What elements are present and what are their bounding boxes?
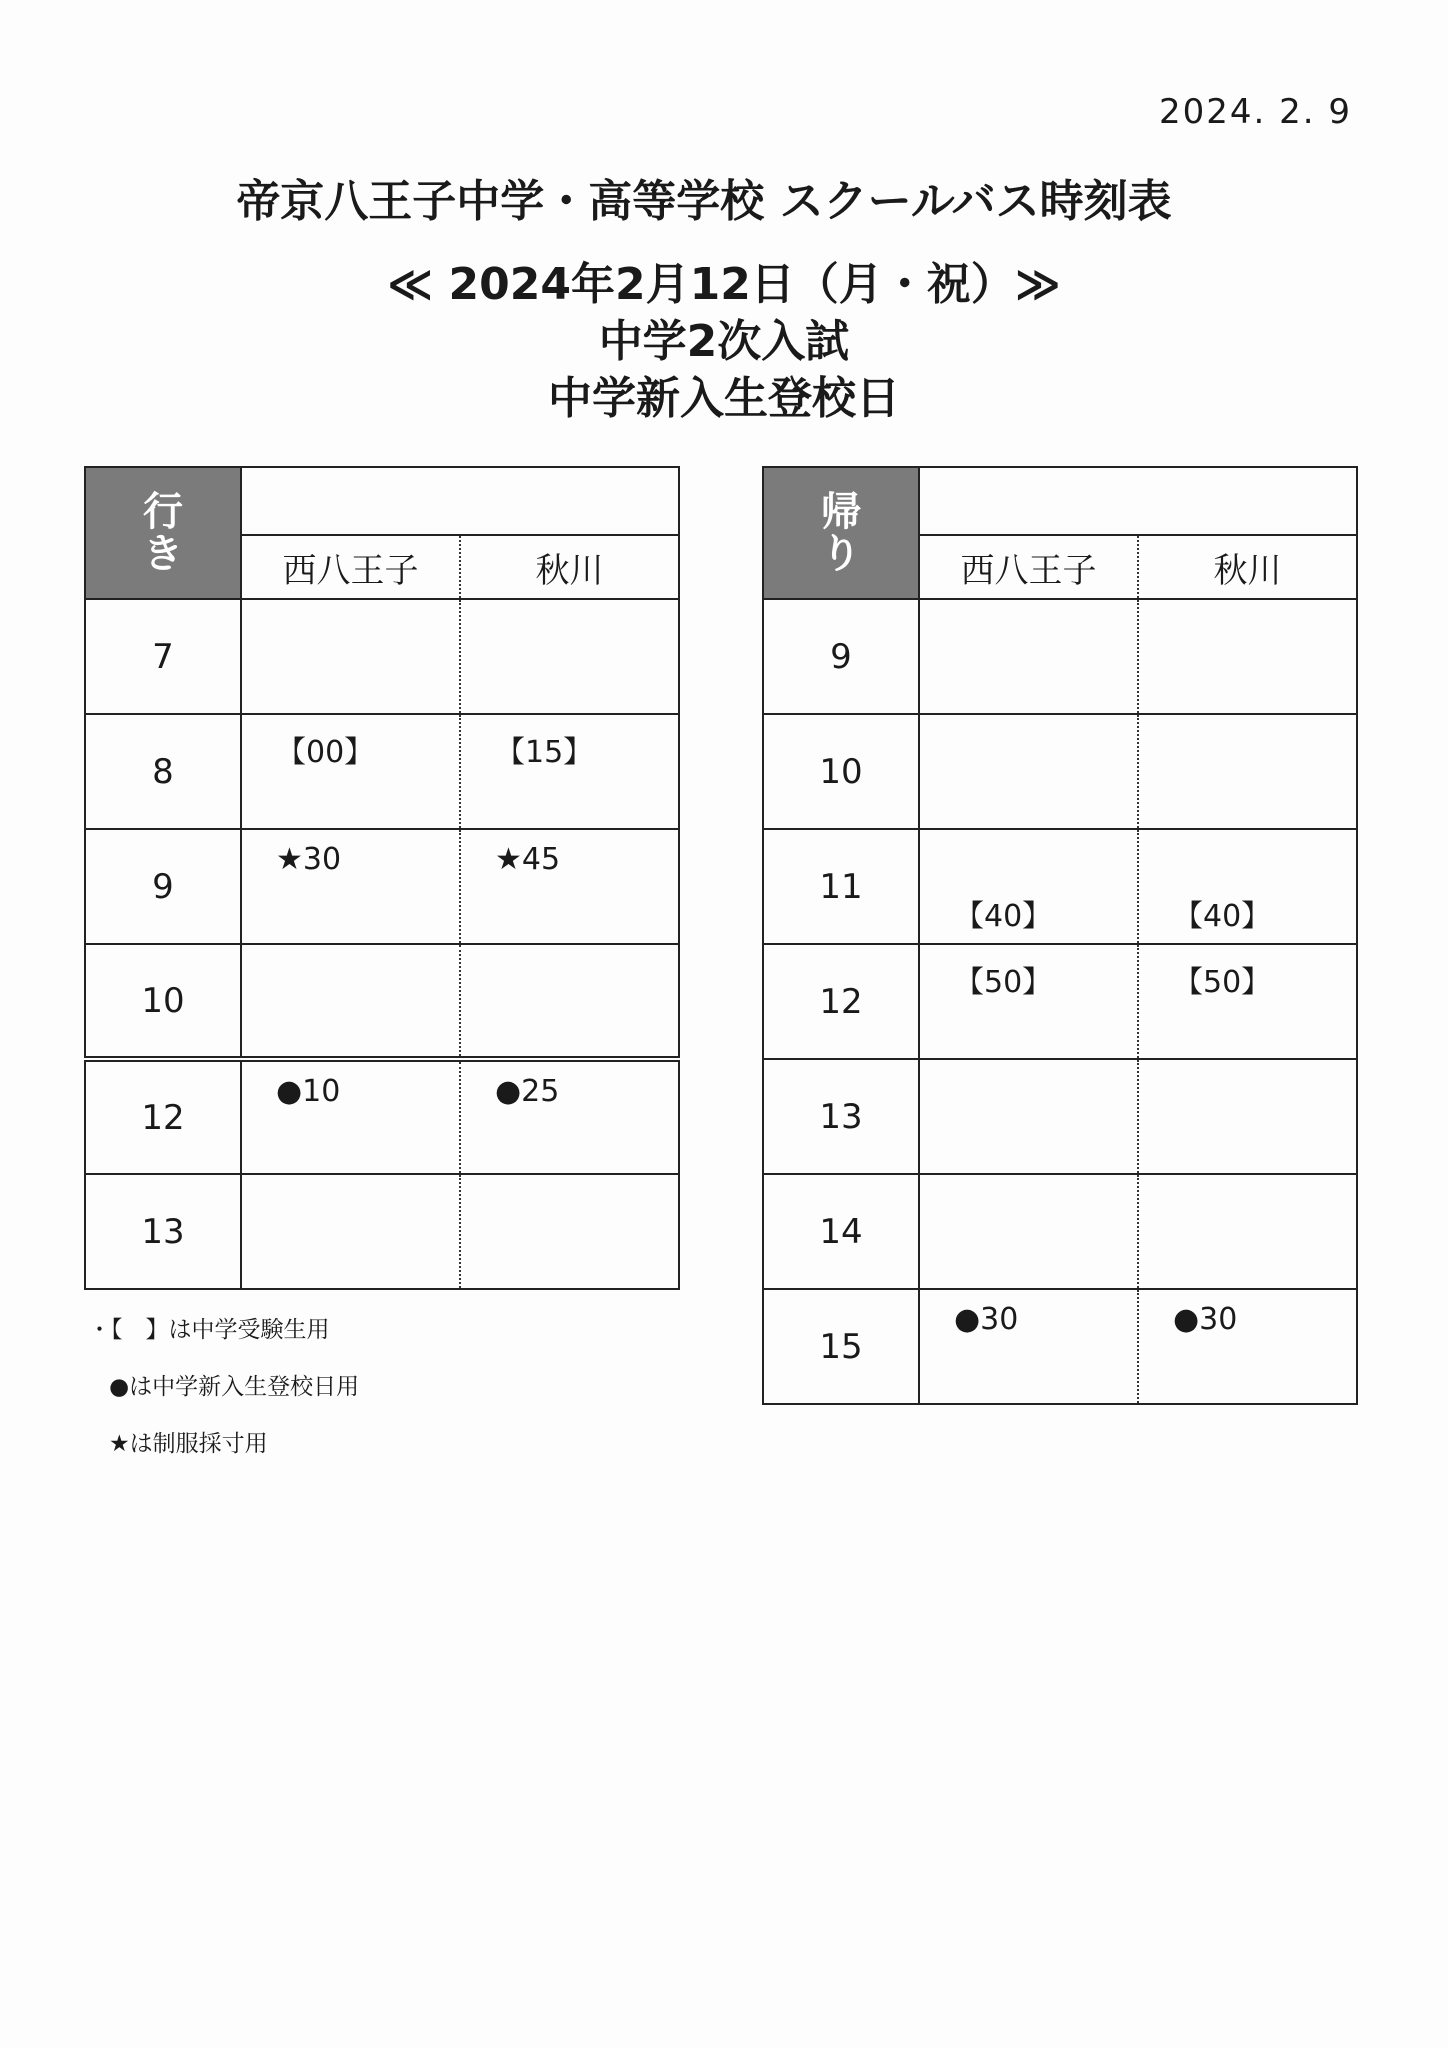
table-row xyxy=(85,944,679,1059)
hour-cell: 13 xyxy=(85,1174,241,1289)
document-date: 2024. 2. 9 xyxy=(1158,92,1352,132)
outbound-header: 行き xyxy=(85,467,241,599)
time-cell: ★30 xyxy=(241,829,460,944)
outbound-dest-akigawa: 秋川 xyxy=(460,535,679,599)
outbound-header-blank xyxy=(241,467,679,535)
time-cell xyxy=(919,1174,1138,1289)
time-cell xyxy=(460,1174,679,1289)
time-cell xyxy=(1138,1059,1357,1174)
time-cell xyxy=(460,944,679,1059)
time-cell: ★45 xyxy=(460,829,679,944)
time-cell xyxy=(919,1059,1138,1174)
time-cell xyxy=(919,714,1138,829)
time-cell xyxy=(241,944,460,1059)
hour-cell: 9 xyxy=(763,599,919,714)
hour-cell: 10 xyxy=(85,944,241,1059)
time-cell: ●25 xyxy=(460,1059,679,1174)
time-cell: ●30 xyxy=(919,1289,1138,1404)
table-row xyxy=(763,944,1357,1059)
table-row xyxy=(763,714,1357,829)
time-cell: 【15】 xyxy=(460,714,679,829)
table-row xyxy=(85,1174,679,1289)
time-cell: ●30 xyxy=(1138,1289,1357,1404)
event-name-entrance-exam: 中学2次入試 xyxy=(598,316,850,367)
time-cell: 【00】 xyxy=(241,714,460,829)
legend-notes xyxy=(88,1302,359,1473)
outbound-dest-nishihachioji: 西八王子 xyxy=(241,535,460,599)
hour-cell: 11 xyxy=(763,829,919,944)
table-row xyxy=(763,829,1357,944)
note-new-students: ●は中学新入生登校日用 xyxy=(109,1374,360,1400)
hour-cell: 15 xyxy=(763,1289,919,1404)
event-name-new-student-day: 中学新入生登校日 xyxy=(548,373,900,424)
hour-cell: 13 xyxy=(763,1059,919,1174)
note-uniform-fitting: ★は制服採寸用 xyxy=(109,1431,268,1457)
hour-cell: 7 xyxy=(85,599,241,714)
table-row xyxy=(763,599,1357,714)
time-cell: 【50】 xyxy=(919,944,1138,1059)
time-cell xyxy=(241,599,460,714)
return-dest-nishihachioji: 西八王子 xyxy=(919,535,1138,599)
return-header: 帰り xyxy=(763,467,919,599)
hour-cell: 12 xyxy=(85,1059,241,1174)
table-row xyxy=(85,714,679,829)
table-row xyxy=(763,1059,1357,1174)
time-cell: 【50】 xyxy=(1138,944,1357,1059)
time-cell: 【40】 xyxy=(919,829,1138,944)
time-cell xyxy=(241,1174,460,1289)
time-cell: ●10 xyxy=(241,1059,460,1174)
time-cell xyxy=(1138,599,1357,714)
note-exam-students: ・【 】は中学受験生用 xyxy=(88,1317,330,1343)
event-date: ≪ 2024年2月12日（月・祝）≫ xyxy=(387,259,1061,310)
table-row xyxy=(85,829,679,944)
time-cell xyxy=(1138,714,1357,829)
hour-cell: 10 xyxy=(763,714,919,829)
time-cell: 【40】 xyxy=(1138,829,1357,944)
table-row xyxy=(763,1174,1357,1289)
hour-cell: 14 xyxy=(763,1174,919,1289)
time-cell xyxy=(460,599,679,714)
time-cell xyxy=(1138,1174,1357,1289)
return-timetable xyxy=(762,466,1358,1405)
return-header-blank xyxy=(919,467,1357,535)
table-row xyxy=(85,1059,679,1174)
time-cell xyxy=(919,599,1138,714)
table-row xyxy=(85,599,679,714)
outbound-timetable xyxy=(84,466,680,1290)
page-title: 帝京八王子中学・高等学校 スクールバス時刻表 xyxy=(236,176,1172,227)
return-dest-akigawa: 秋川 xyxy=(1138,535,1357,599)
hour-cell: 12 xyxy=(763,944,919,1059)
table-row xyxy=(763,1289,1357,1404)
hour-cell: 9 xyxy=(85,829,241,944)
hour-cell: 8 xyxy=(85,714,241,829)
